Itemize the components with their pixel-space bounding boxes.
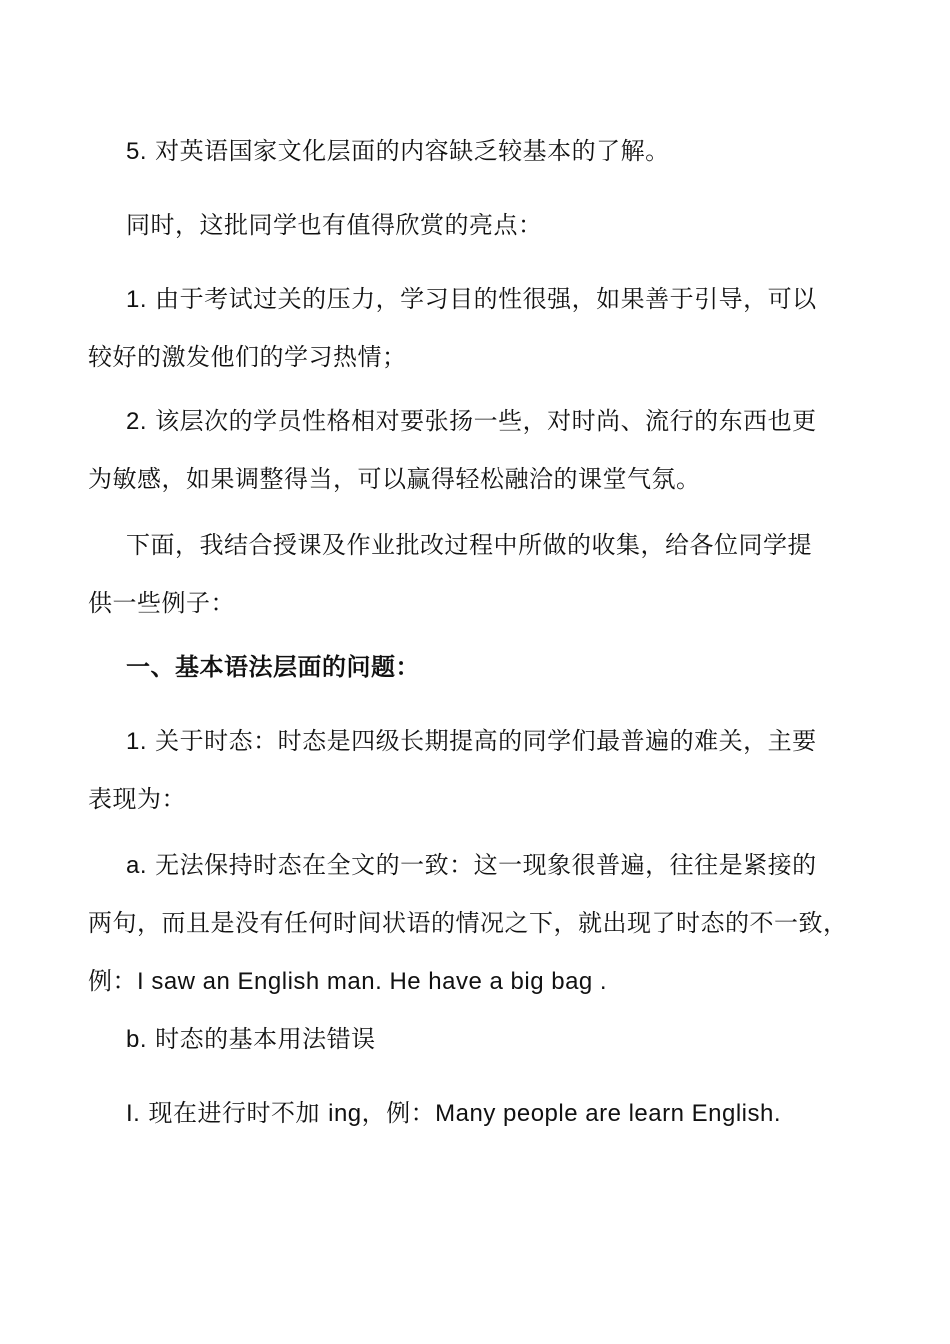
example-sentence: Many people are learn English.: [435, 1100, 782, 1127]
paragraph-highlight-1: [88, 270, 858, 386]
item-number: I.: [126, 1100, 141, 1127]
section-heading: [88, 638, 858, 696]
line-text: 对英语国家文化层面的内容缺乏较基本的了解。: [147, 137, 670, 165]
paragraph-tense-consistency: [88, 836, 858, 1010]
line-text: 关于时态：时态是四级长期提高的同学们最普遍的难关，主要: [147, 727, 817, 755]
item-number: 2.: [126, 408, 148, 435]
text-line: [88, 712, 858, 770]
text-line: 表现为：: [88, 785, 186, 813]
text-line: [88, 122, 858, 180]
text-line: 两句，而且是没有任何时间状语的情况之下，就出现了时态的不一致，: [88, 909, 848, 937]
text-line: [88, 836, 858, 894]
text-line: [88, 270, 858, 328]
line-text: 该层次的学员性格相对要张扬一些，对时尚、流行的东西也更: [147, 407, 817, 435]
text-line: [88, 1010, 858, 1068]
paragraph-highlights-intro: [88, 196, 858, 254]
inline-term: ing: [328, 1100, 362, 1127]
text-line: [88, 952, 858, 1010]
item-number: 1.: [126, 286, 148, 313]
example-label: 例：: [88, 967, 137, 995]
text-line: 供一些例子：: [88, 589, 235, 617]
paragraph-highlight-2: [88, 392, 858, 508]
line-text: 时态的基本用法错误: [147, 1025, 376, 1053]
paragraph-tense-usage: [88, 1010, 858, 1068]
example-label: ，例：: [361, 1099, 436, 1127]
paragraph-progressive-tense: [88, 1084, 858, 1142]
text-line: 为敏感，如果调整得当，可以赢得轻松融洽的课堂气氛。: [88, 465, 701, 493]
heading-text: 一、基本语法层面的问题：: [126, 652, 420, 681]
line-text: 由于考试过关的压力，学习目的性很强，如果善于引导，可以: [147, 285, 817, 313]
text-line: [88, 392, 858, 450]
item-number: a.: [126, 852, 148, 879]
paragraph-tense: [88, 712, 858, 828]
item-number: 1.: [126, 728, 148, 755]
paragraph-culture-knowledge: [88, 122, 858, 180]
item-number: 5.: [126, 138, 148, 165]
text-line: [88, 1084, 858, 1142]
text-line: 下面，我结合授课及作业批改过程中所做的收集，给各位同学提: [126, 531, 812, 559]
example-sentence: I saw an English man. He have a big bag .: [137, 968, 608, 995]
text-line: 同时，这批同学也有值得欣赏的亮点：: [126, 211, 543, 239]
text-line: 较好的激发他们的学习热情；: [88, 343, 407, 371]
line-text: 现在进行时不加: [140, 1099, 329, 1127]
line-text: 无法保持时态在全文的一致：这一现象很普遍，往往是紧接的: [147, 851, 817, 879]
item-number: b.: [126, 1026, 148, 1053]
paragraph-examples-intro: [88, 516, 858, 632]
